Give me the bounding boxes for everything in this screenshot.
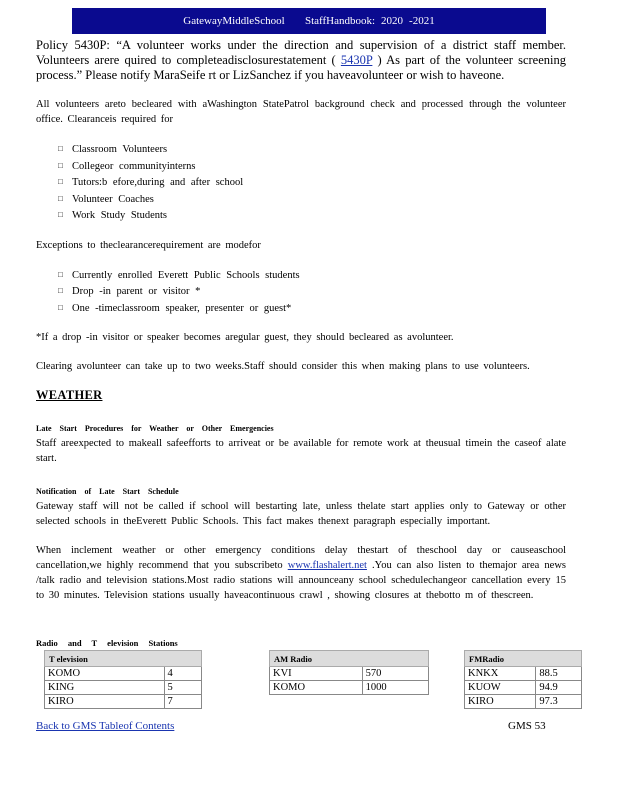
page-number: GMS 53 (508, 720, 546, 732)
table-row (465, 695, 582, 709)
station-name: KVI (270, 667, 363, 681)
policy-paragraph (36, 38, 566, 83)
notification-text: Gateway staff will not be called if school will bestarting late, unless thelate start applies only to Gateway or other selected schools in theEverett Public Schools. This fact makes thenext paragraph especially important. (36, 501, 566, 527)
table-row (45, 695, 202, 709)
policy-5430p-link[interactable]: 5430P (340, 53, 373, 67)
fm-stations-table (464, 650, 582, 709)
station-name: KIRO (465, 695, 536, 709)
station-name: KING (45, 681, 165, 695)
station-name: KOMO (270, 681, 363, 695)
exceptions-list (36, 267, 566, 317)
station-name: KOMO (45, 667, 165, 681)
page-header (72, 8, 546, 34)
clearing-note: Clearing avolunteer can take up to two weeks.Staff should consider this when making plans to use volunteers. (36, 361, 530, 372)
stations-section (36, 638, 596, 707)
inclement-text-cont: .You can also listen to themajor area news /talk radio and television stations.Most radio stations will announceany school schedulechangeor cancellation every 15 to 30 minutes. Television stations usually haveacontinuous crawl , showing closures at thebotto m of thescreen. (36, 560, 566, 601)
weather-heading: WEATHER (36, 388, 103, 402)
inclement-text: When inclement weather or other emergency conditions delay thestart of theschool day or causeaschool cancellation,we highly recommend that you subscribeto (36, 545, 566, 571)
fm-header: FMRadio (465, 651, 582, 667)
flashalert-link[interactable]: www.flashalert.net (287, 560, 367, 571)
drop-in-note: *If a drop -in visitor or speaker becomes aregular guest, they should becleared as avolunteer. (36, 332, 454, 343)
list-item: □ Work Study Students (58, 207, 566, 224)
clearance-list (36, 141, 566, 224)
back-to-toc-link[interactable]: Back to GMS Tableof Contents (36, 720, 175, 732)
station-freq: 1000 (362, 681, 428, 695)
table-row (270, 667, 429, 681)
list-item: □ Classroom Volunteers (58, 141, 566, 158)
inclement-paragraph (36, 543, 566, 603)
station-name: KNKX (465, 667, 536, 681)
table-row (465, 681, 582, 695)
station-freq: 570 (362, 667, 428, 681)
am-stations-table (269, 650, 429, 695)
main-content (36, 38, 566, 603)
policy-text: Policy 5430P: “A volunteer works under the direction and supervision of a district staff member. Volunteers arere quired to completeadisclosurestatement ( (36, 38, 566, 67)
header-handbook: StaffHandbook: (304, 15, 376, 27)
station-freq: 97.3 (536, 695, 582, 709)
list-item: □ Currently enrolled Everett Public Schools students (58, 267, 566, 284)
notification-heading: Notification of Late Start Schedule (36, 487, 179, 496)
table-row (45, 667, 202, 681)
clearance-intro: All volunteers areto becleared with aWashington StatePatrol background check and processed through the volunteer office. Clearanceis required for (36, 99, 566, 125)
list-item: □ Tutors:b efore,during and after school (58, 174, 566, 191)
am-header: AM Radio (270, 651, 429, 667)
header-year-start: 2020 (381, 15, 404, 27)
header-year-end: -2021 (409, 15, 435, 27)
list-item: □ One -timeclassroom speaker, presenter or guest* (58, 300, 566, 317)
station-name: KIRO (45, 695, 165, 709)
table-row (465, 667, 582, 681)
late-start-text: Staff areexpected to makeall safeefforts to arriveat or be available for remote work at theusual timein the caseof alate start. (36, 438, 566, 464)
station-channel: 4 (164, 667, 201, 681)
station-freq: 94.9 (536, 681, 582, 695)
station-channel: 7 (164, 695, 201, 709)
station-name: KUOW (465, 681, 536, 695)
tv-header: T elevision (45, 651, 202, 667)
late-start-heading: Late Start Procedures for Weather or Other Emergencies (36, 424, 274, 433)
tv-stations-table (44, 650, 202, 709)
table-row (45, 681, 202, 695)
stations-caption: Radio and T elevision Stations (36, 638, 178, 648)
list-item: □ Drop -in parent or visitor * (58, 283, 566, 300)
list-item: □ Volunteer Coaches (58, 191, 566, 208)
station-channel: 5 (164, 681, 201, 695)
policy-text-cont: ) As part of the volunteer screening process.” Please notify MaraSeife rt or LizSanchez if you haveavolunteer or wish to haveone. (36, 53, 567, 82)
exceptions-intro: Exceptions to theclearancerequirement are modefor (36, 239, 261, 251)
table-row (270, 681, 429, 695)
header-school: GatewayMiddleSchool (183, 15, 285, 27)
list-item: □ Collegeor communityinterns (58, 158, 566, 175)
station-freq: 88.5 (536, 667, 582, 681)
